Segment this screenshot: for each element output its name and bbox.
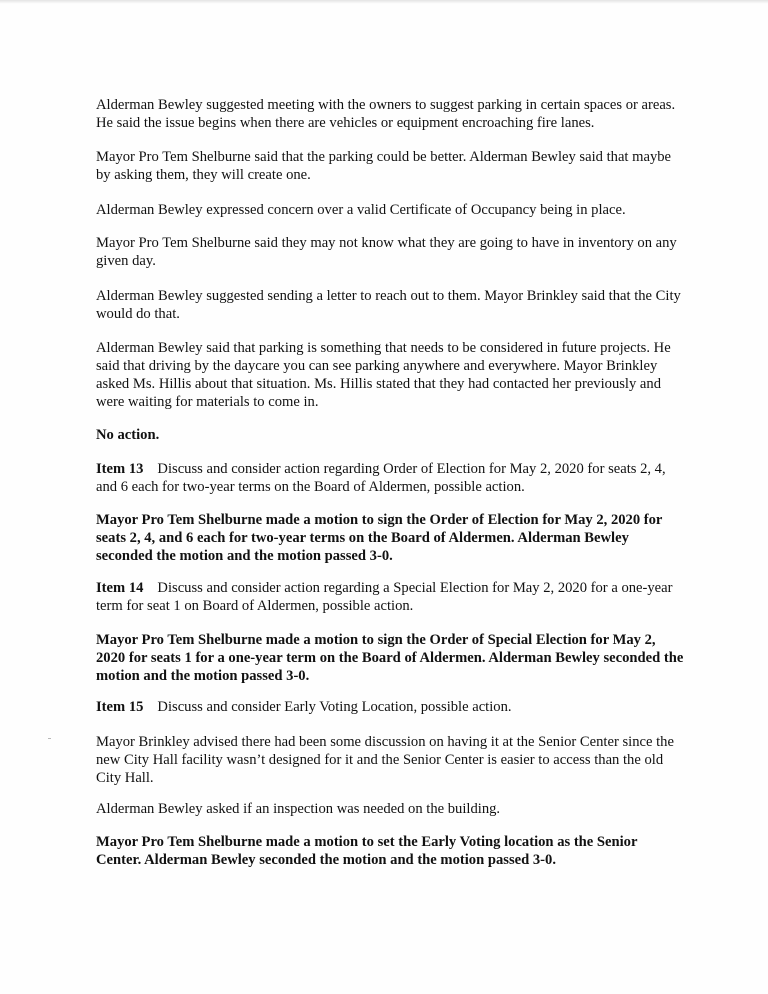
- no-action-note: No action.: [96, 427, 160, 443]
- scan-top-edge: [0, 0, 768, 4]
- item-15: [96, 698, 686, 716]
- item-13-label: Item 13: [96, 461, 144, 477]
- item-15-discussion-senior-center: Mayor Brinkley advised there had been some discussion on having it at the Senior Center since the new City Hall facility wasn’t designed for it and the Senior Center is easier to access than the old City Hall.: [96, 734, 674, 786]
- item-15-label: Item 15: [96, 699, 144, 715]
- item-15-text: Discuss and consider Early Voting Location, possible action.: [157, 699, 512, 715]
- item-14-label: Item 14: [96, 580, 144, 596]
- item-14-motion: Mayor Pro Tem Shelburne made a motion to sign the Order of Special Election for May 2, 2020 for seats 1 for a one-year term on the Board of Aldermen. Alderman Bewley seconded the motion and the motion passed 3-0.: [96, 632, 684, 684]
- item-13-motion: Mayor Pro Tem Shelburne made a motion to sign the Order of Election for May 2, 2020 for seats 2, 4, and 6 each for two-year terms on the Board of Aldermen. Alderman Bewley seconded the motion and the motion passed 3-0.: [96, 512, 663, 564]
- paragraph-parking-better: Mayor Pro Tem Shelburne said that the parking could be better. Alderman Bewley said that maybe by asking them, they will create one.: [96, 149, 672, 183]
- paragraph-daycare-parking: Alderman Bewley said that parking is something that needs to be considered in future projects. He said that driving by the daycare you can see parking anywhere and everywhere. Mayor Brinkley asked Ms. Hillis about that situation. Ms. Hillis stated that they had contacted her previously and were waiting for materials to come in.: [96, 340, 671, 410]
- item-15-discussion-inspection: Alderman Bewley asked if an inspection was needed on the building.: [96, 801, 501, 817]
- scan-artifact: [48, 738, 51, 739]
- paragraph-parking-suggestion: Alderman Bewley suggested meeting with the owners to suggest parking in certain spaces or areas. He said the issue begins when there are vehicles or equipment encroaching fire lanes.: [96, 97, 676, 131]
- item-13-text: Discuss and consider action regarding Order of Election for May 2, 2020 for seats 2, 4, and 6 each for two-year terms on the Board of Aldermen, possible action.: [96, 461, 666, 495]
- item-14-text: Discuss and consider action regarding a Special Election for May 2, 2020 for a one-year term for seat 1 on Board of Aldermen, possible action.: [96, 580, 673, 614]
- item-15-motion: Mayor Pro Tem Shelburne made a motion to set the Early Voting location as the Senior Center. Alderman Bewley seconded the motion and the motion passed 3-0.: [96, 834, 638, 868]
- item-14: [96, 579, 686, 615]
- paragraph-send-letter: Alderman Bewley suggested sending a letter to reach out to them. Mayor Brinkley said that the City would do that.: [96, 288, 681, 322]
- paragraph-certificate-concern: Alderman Bewley expressed concern over a valid Certificate of Occupancy being in place.: [96, 202, 626, 218]
- paragraph-inventory: Mayor Pro Tem Shelburne said they may not know what they are going to have in inventory on any given day.: [96, 235, 677, 269]
- item-13: [96, 460, 686, 496]
